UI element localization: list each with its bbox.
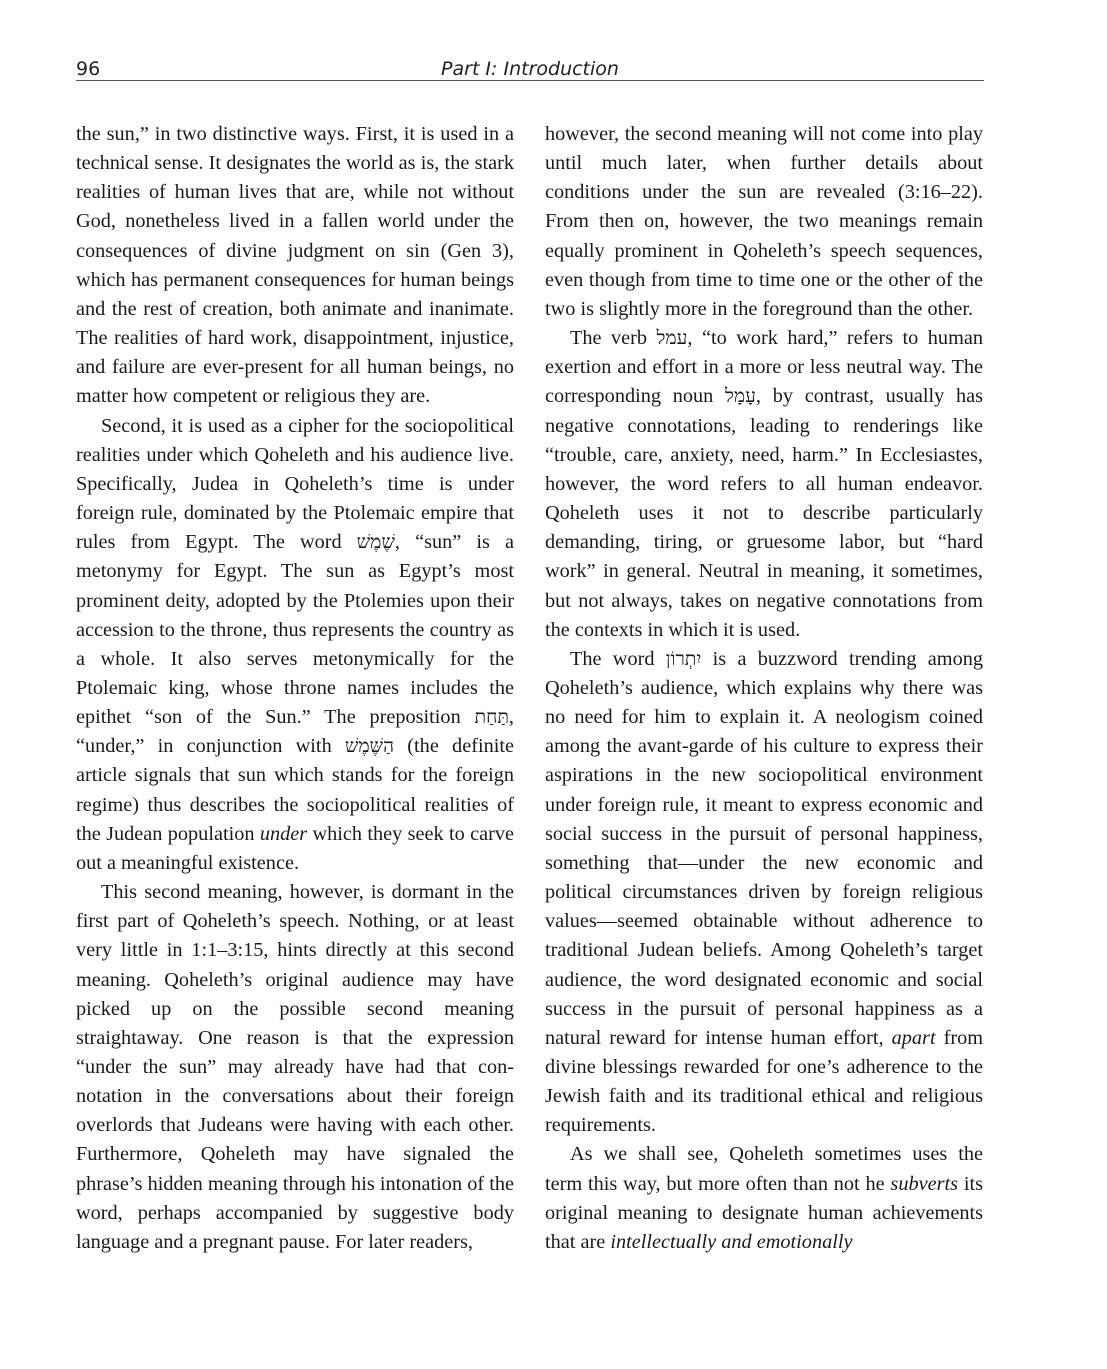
paragraph (76, 412, 514, 879)
hebrew-word: עָמָל (725, 385, 756, 408)
left-column (76, 120, 514, 1257)
paragraph-text: , “under,” in conjunction with (76, 706, 514, 758)
paragraph-text: , “sun” is a metonymy for Egypt. The sun as Egypt’s most prominent deity, adopted by the Ptolemies upon their accession to the throne, thus represents the country as a whole. It also serves metonymically for the Ptolemaic king, whose throne names includes the epithet “son of the Sun.” The preposition (76, 531, 514, 729)
hebrew-word: יִתְרוֹן (665, 647, 702, 670)
paragraph-text: from divine blessings rewarded for one’s adherence to the Jewish faith and its traditional ethical and religious requirements. (545, 1026, 983, 1137)
paragraph-text: The word (570, 647, 666, 670)
paragraph (76, 120, 514, 412)
paragraph-text: (the definite article signals that sun which stands for the foreign regime) thus describes the sociopolitical realities of the Judean population (76, 735, 514, 845)
paragraph-text: As we shall see, Qoheleth sometimes uses the term this way, but more often than not he (545, 1143, 983, 1195)
page-number: 96 (76, 58, 101, 80)
running-head: Part I: Introduction (441, 58, 619, 80)
paragraph-text: , by contrast, usually has negative connotations, leading to renderings like “trouble, care, anxiety, need, harm.” In Ecclesiastes, however, the word refers to all human endeavor. Qoheleth uses it not to describe particularly demanding, tiring, or gruesome labor, but “hard work” in general. Neutral in meaning, it sometimes, but not always, takes on negative connotations from the contexts in which it is used. (545, 385, 983, 641)
hebrew-word: עמל (656, 327, 688, 350)
paragraph (545, 120, 983, 324)
hebrew-word: שֶׁמֶשׁ (356, 531, 395, 554)
paragraph (76, 878, 514, 1257)
paragraph-text: Second, it is used as a cipher for the sociopolitical realities under which Qoheleth and his audience live. Specifically, Judea in Qoheleth’s time is under foreign rule, dominated by the Ptolemaic empire that rules from Egypt. The word (76, 414, 514, 554)
paragraph-text: which they seek to carve out a meaningful existence. (76, 822, 515, 874)
emphasis: subverts (890, 1172, 959, 1195)
paragraph-text: This second meaning, however, is dormant in the first part of Qoheleth’s speech. Nothing, or at least very little in 1:1–3:15, hints directly at this second meaning. Qoheleth’s original audience may have picked up on the possible second meaning straightaway. One reason is that the expression “under the sun” may already have had that connotation in the conversations about their foreign overlords that Judeans were having with each other. Furthermore, Qoheleth may have signaled the phrase’s hidden meaning through his intonation of the word, perhaps accompanied by suggestive body language and a pregnant pause. For later readers, (76, 881, 514, 1253)
paragraph (545, 324, 983, 645)
paragraph (545, 645, 983, 1141)
paragraph (545, 1140, 983, 1257)
paragraph-text: , “to work hard,” refers to human exertion and effort in a more or less neutral way. The corresponding noun (545, 327, 983, 408)
paragraph-text: The verb (570, 327, 657, 350)
paragraph-text: however, the second meaning will not come into play until much later, when further details about conditions under the sun are revealed (3:16–22). From then on, however, the two meanings remain equally prominent in Qoheleth’s speech sequences, even though from time to time one or the other of the two is slightly more in the foreground than the other. (545, 123, 983, 320)
paragraph-text: the sun,” in two distinctive ways. First, it is used in a technical sense. It designates the world as is, the stark realities of human lives that are, while not without God, nonetheless lived in a fallen world under the consequences of divine judgment on sin (Gen 3), which has permanent consequences for human beings and the rest of creation, both animate and inanimate. The realities of hard work, disappointment, injustice, and failure are ever-present for all human beings, no matter how competent or religious they are. (76, 123, 514, 408)
paragraph-text: its original meaning to designate human achievements that are (545, 1172, 983, 1253)
emphasis: apart (891, 1026, 936, 1049)
right-column (545, 120, 983, 1257)
hebrew-word: תַּחַת (474, 706, 509, 729)
emphasis: under (259, 822, 308, 845)
emphasis: intellectually and emotionally (610, 1230, 853, 1253)
page-header (76, 58, 984, 81)
hebrew-word: הַשֶּׁמֶשׁ (344, 735, 395, 758)
paragraph-text: is a buzzword trending among Qoheleth’s audience, which explains why there was no need for him to explain it. A neologism coined among the avant-garde of his culture to express their aspirations in the new sociopolitical environment under foreign rule, it meant to express economic and social success in the pursuit of personal happiness, something that—under the new economic and political circumstances driven by foreign religious values—seemed obtainable without adherence to traditional Judean beliefs. Among Qoheleth’s target audience, the word designated economic and social success in the pursuit of personal happiness as a natural reward for intense human effort, (545, 647, 984, 1049)
